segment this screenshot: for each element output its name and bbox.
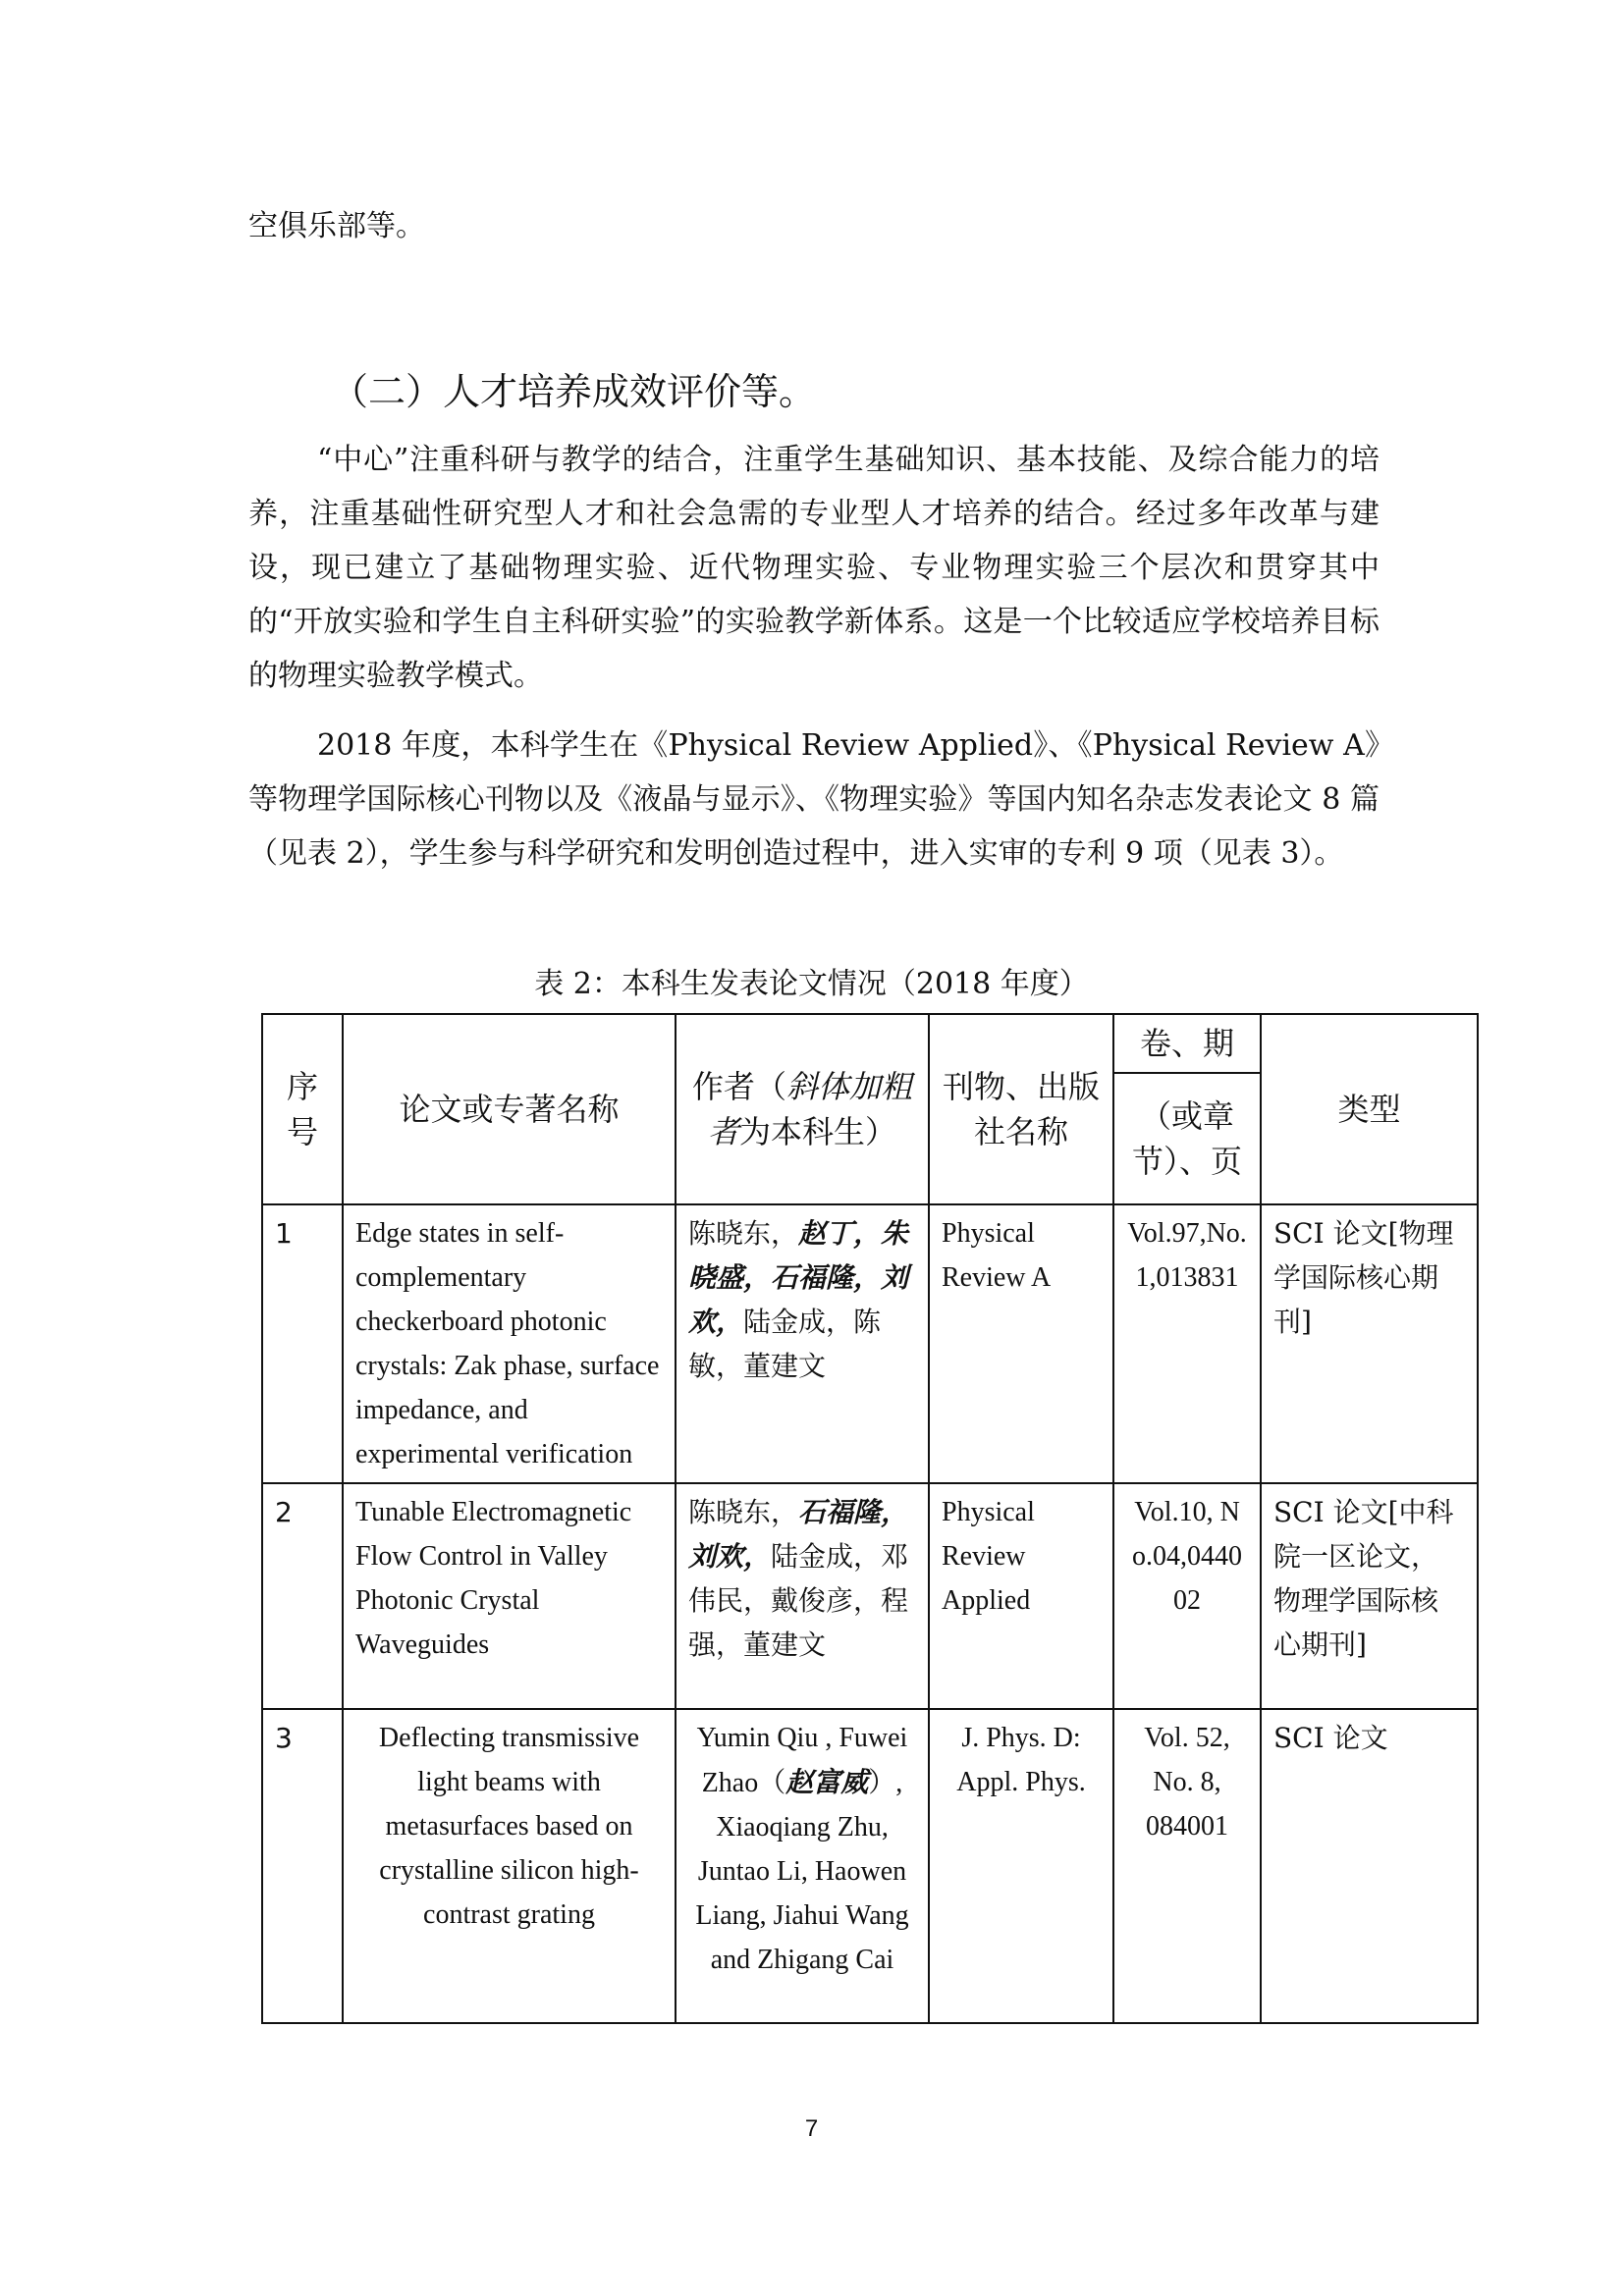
header-index: 序号 [262,1014,343,1204]
author-text: 陆金成，邓伟民，戴俊彦，程强，董建文 [688,1540,909,1661]
row-volume: Vol. 52, No. 8, 084001 [1113,1709,1261,2023]
table-row [262,1709,1478,2023]
papers-table [261,1013,1479,2024]
table-row [262,1204,1478,1483]
author-text: 陈晓东， [688,1217,799,1250]
author-text: 陆金成，陈敏，董建文 [688,1306,882,1382]
header-authors-prefix: 作者（ [691,1068,786,1105]
row-journal: Physical Review Applied [929,1483,1113,1709]
author-text: 陈晓东， [688,1496,799,1528]
row-type: SCI 论文 [1261,1709,1478,2023]
row-type: SCI 论文[物理学国际核心期刊] [1261,1204,1478,1483]
page-number: 7 [804,2115,819,2142]
row-journal: J. Phys. D: Appl. Phys. [929,1709,1113,2023]
header-authors-italic: 斜体加粗者 [707,1068,913,1150]
header-title: 论文或专著名称 [343,1014,676,1204]
table-caption: 表 2：本科生发表论文情况（2018 年度） [534,967,1089,1001]
paragraph-publications: 2018 年度，本科学生在《Physical Review Applied》、《Physical Review A》等物理学国际核心刊物以及《液晶与显示》、《物理实验》等国内知名杂志发表论文 8 篇（见表 2），学生参与科学研究和发明创造过程中，进入实审的专利 9 项（见表 3）。 [248,728,1380,871]
row-index: 1 [262,1204,343,1483]
header-authors-suffix: 为本科生） [739,1113,897,1150]
row-authors [676,1204,929,1483]
row-index: 3 [262,1709,343,2023]
continuation-text: 空俱乐部等。 [248,209,425,243]
student-author-text: 石福隆，刘欢， [688,1496,909,1573]
table-header-row [262,1014,1478,1073]
header-authors [676,1014,929,1204]
row-authors [676,1483,929,1709]
header-volume-top: 卷、期 [1113,1014,1261,1073]
row-type: SCI 论文[中科院一区论文，物理学国际核心期刊] [1261,1483,1478,1709]
row-volume: Vol.97,No.1,013831 [1113,1204,1261,1483]
section-heading: （二）人才培养成效评价等。 [331,370,817,413]
row-authors [676,1709,929,2023]
header-type: 类型 [1261,1014,1478,1204]
header-volume-bottom: （或章节）、页 [1113,1073,1261,1204]
row-title: Deflecting transmissive light beams with metasurfaces based on crystalline silicon high-contrast grating [343,1709,676,2023]
row-journal: Physical Review A [929,1204,1113,1483]
student-author-text: 赵富威 [785,1766,869,1798]
row-title: Tunable Electromagnetic Flow Control in Valley Photonic Crystal Waveguides [343,1483,676,1709]
paragraph-intro: “中心”注重科研与教学的结合，注重学生基础知识、基本技能、及综合能力的培养，注重基础性研究型人才和社会急需的专业型人才培养的结合。经过多年改革与建设，现已建立了基础物理实验、近代物理实验、专业物理实验三个层次和贯穿其中的“开放实验和学生自主科研实验”的实验教学新体系。这是一个比较适应学校培养目标的物理实验教学模式。 [248,443,1380,693]
table-row [262,1483,1478,1709]
row-index: 2 [262,1483,343,1709]
row-volume: Vol.10, No.04,044002 [1113,1483,1261,1709]
student-author-text: 赵丁，朱晓盛，石福隆，刘欢， [688,1217,909,1338]
row-title: Edge states in self-complementary checkerboard photonic crystals: Zak phase, surface impedance, and experimental verification [343,1204,676,1483]
author-text: ）, Xiaoqiang Zhu, Juntao Li, Haowen Liang, Jiahui Wang and Zhigang Cai [695,1768,909,1975]
author-text: Yumin Qiu , Fuwei Zhao（ [696,1723,908,1798]
header-journal: 刊物、出版社名称 [929,1014,1113,1204]
